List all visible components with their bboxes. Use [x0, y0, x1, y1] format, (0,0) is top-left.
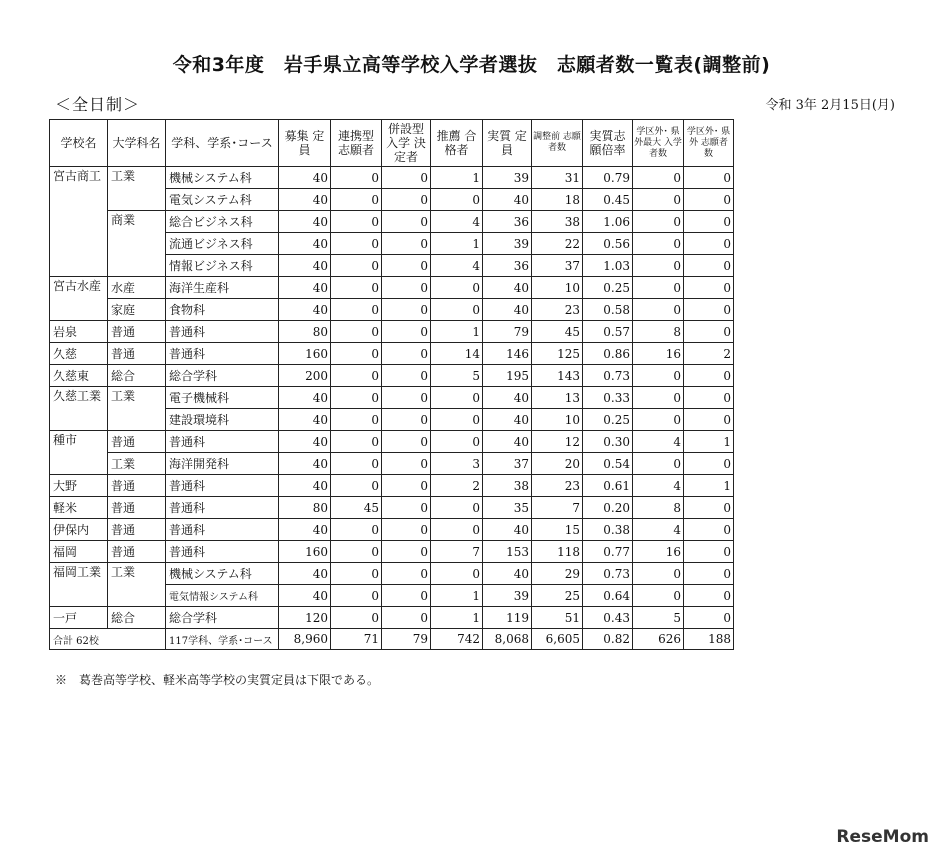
- cooperative-cell: 0: [331, 387, 382, 409]
- outside-applicants-cell: 0: [684, 519, 734, 541]
- total-cooperative: 71: [331, 629, 382, 650]
- school-cell: 久慈: [50, 343, 108, 365]
- table-row: [50, 321, 734, 343]
- combined-cell: 0: [382, 497, 431, 519]
- total-max-outside: 626: [633, 629, 684, 650]
- school-cell: 岩泉: [50, 321, 108, 343]
- quota-cell: 40: [279, 277, 331, 299]
- ratio-cell: 0.30: [583, 431, 633, 453]
- outside-applicants-cell: 0: [684, 607, 734, 629]
- recommended-cell: 0: [431, 189, 483, 211]
- actual-cell: 40: [483, 299, 532, 321]
- combined-cell: 0: [382, 299, 431, 321]
- applicants-cell: 31: [532, 167, 583, 189]
- recommended-cell: 1: [431, 233, 483, 255]
- school-cell: 久慈工業: [50, 387, 108, 431]
- outside-applicants-cell: 1: [684, 431, 734, 453]
- applicants-cell: 51: [532, 607, 583, 629]
- page-title: 令和3年度 岩手県立高等学校入学者選抜 志願者数一覧表(調整前): [172, 54, 771, 76]
- total-recommended: 742: [431, 629, 483, 650]
- max-outside-cell: 0: [633, 211, 684, 233]
- max-outside-cell: 0: [633, 233, 684, 255]
- actual-cell: 40: [483, 409, 532, 431]
- actual-cell: 39: [483, 167, 532, 189]
- ratio-cell: 0.43: [583, 607, 633, 629]
- table-row: [50, 431, 734, 453]
- combined-cell: 0: [382, 585, 431, 607]
- header-cooperative: 連携型 志願者: [331, 120, 382, 167]
- combined-cell: 0: [382, 277, 431, 299]
- course-cell: 普通科: [166, 431, 279, 453]
- recommended-cell: 3: [431, 453, 483, 475]
- combined-cell: 0: [382, 255, 431, 277]
- table-row: [50, 607, 734, 629]
- applicants-cell: 118: [532, 541, 583, 563]
- actual-cell: 79: [483, 321, 532, 343]
- course-cell: 情報ビジネス科: [166, 255, 279, 277]
- recommended-cell: 2: [431, 475, 483, 497]
- applicants-cell: 23: [532, 475, 583, 497]
- course-cell: 普通科: [166, 519, 279, 541]
- quota-cell: 40: [279, 233, 331, 255]
- header-applicants: 調整前 志願者数: [532, 120, 583, 167]
- ratio-cell: 0.54: [583, 453, 633, 475]
- recommended-cell: 0: [431, 563, 483, 585]
- ratio-cell: 0.73: [583, 365, 633, 387]
- outside-applicants-cell: 0: [684, 167, 734, 189]
- applicants-cell: 37: [532, 255, 583, 277]
- max-outside-cell: 0: [633, 585, 684, 607]
- table-row: [50, 365, 734, 387]
- applicants-cell: 10: [532, 277, 583, 299]
- applicants-cell: 38: [532, 211, 583, 233]
- ratio-cell: 0.25: [583, 277, 633, 299]
- recommended-cell: 4: [431, 211, 483, 233]
- course-cell: 建設環境科: [166, 409, 279, 431]
- header-row: [50, 120, 734, 167]
- quota-cell: 40: [279, 475, 331, 497]
- course-cell: 普通科: [166, 497, 279, 519]
- major-cell: 普通: [108, 343, 166, 365]
- header-major: 大学科名: [108, 120, 166, 167]
- quota-cell: 120: [279, 607, 331, 629]
- total-label: 合計 62校: [50, 629, 166, 650]
- combined-cell: 0: [382, 365, 431, 387]
- table-row: [50, 475, 734, 497]
- total-quota: 8,960: [279, 629, 331, 650]
- ratio-cell: 0.45: [583, 189, 633, 211]
- header-school: 学校名: [50, 120, 108, 167]
- outside-applicants-cell: 0: [684, 541, 734, 563]
- cooperative-cell: 0: [331, 233, 382, 255]
- cooperative-cell: 0: [331, 409, 382, 431]
- course-cell: 機械システム科: [166, 563, 279, 585]
- quota-cell: 40: [279, 211, 331, 233]
- max-outside-cell: 4: [633, 475, 684, 497]
- combined-cell: 0: [382, 167, 431, 189]
- ratio-cell: 0.20: [583, 497, 633, 519]
- applicants-cell: 125: [532, 343, 583, 365]
- cooperative-cell: 0: [331, 299, 382, 321]
- applicants-cell: 18: [532, 189, 583, 211]
- cooperative-cell: 0: [331, 211, 382, 233]
- max-outside-cell: 0: [633, 189, 684, 211]
- total-outside-applicants: 188: [684, 629, 734, 650]
- total-actual: 8,068: [483, 629, 532, 650]
- max-outside-cell: 0: [633, 277, 684, 299]
- table-row: [50, 343, 734, 365]
- actual-cell: 153: [483, 541, 532, 563]
- combined-cell: 0: [382, 475, 431, 497]
- cooperative-cell: 0: [331, 431, 382, 453]
- outside-applicants-cell: 0: [684, 321, 734, 343]
- course-cell: 海洋生産科: [166, 277, 279, 299]
- course-cell: 普通科: [166, 343, 279, 365]
- ratio-cell: 0.77: [583, 541, 633, 563]
- quota-cell: 40: [279, 519, 331, 541]
- course-cell: 総合学科: [166, 365, 279, 387]
- outside-applicants-cell: 0: [684, 387, 734, 409]
- applicants-cell: 20: [532, 453, 583, 475]
- course-cell: 流通ビジネス科: [166, 233, 279, 255]
- actual-cell: 38: [483, 475, 532, 497]
- outside-applicants-cell: 0: [684, 189, 734, 211]
- recommended-cell: 0: [431, 299, 483, 321]
- total-row: [50, 629, 734, 650]
- combined-cell: 0: [382, 343, 431, 365]
- major-cell: 総合: [108, 365, 166, 387]
- table-row: [50, 299, 734, 321]
- recommended-cell: 7: [431, 541, 483, 563]
- ratio-cell: 0.25: [583, 409, 633, 431]
- course-cell: 普通科: [166, 321, 279, 343]
- recommended-cell: 0: [431, 497, 483, 519]
- quota-cell: 160: [279, 541, 331, 563]
- recommended-cell: 1: [431, 607, 483, 629]
- max-outside-cell: 0: [633, 409, 684, 431]
- school-cell: 伊保内: [50, 519, 108, 541]
- ratio-cell: 0.73: [583, 563, 633, 585]
- quota-cell: 40: [279, 453, 331, 475]
- school-cell: 宮古水産: [50, 277, 108, 321]
- total-ratio: 0.82: [583, 629, 633, 650]
- recommended-cell: 0: [431, 387, 483, 409]
- school-cell: 福岡: [50, 541, 108, 563]
- ratio-cell: 0.38: [583, 519, 633, 541]
- actual-cell: 40: [483, 189, 532, 211]
- actual-cell: 36: [483, 255, 532, 277]
- ratio-cell: 1.03: [583, 255, 633, 277]
- major-cell: 水産: [108, 277, 166, 299]
- combined-cell: 0: [382, 541, 431, 563]
- max-outside-cell: 8: [633, 497, 684, 519]
- applicants-cell: 10: [532, 409, 583, 431]
- max-outside-cell: 0: [633, 453, 684, 475]
- max-outside-cell: 8: [633, 321, 684, 343]
- course-cell: 海洋開発科: [166, 453, 279, 475]
- course-cell: 電気システム科: [166, 189, 279, 211]
- applicants-cell: 23: [532, 299, 583, 321]
- actual-cell: 36: [483, 211, 532, 233]
- combined-cell: 0: [382, 409, 431, 431]
- school-cell: 福岡工業: [50, 563, 108, 607]
- applicants-cell: 13: [532, 387, 583, 409]
- course-cell: 総合ビジネス科: [166, 211, 279, 233]
- table-row: [50, 211, 734, 233]
- ratio-cell: 1.06: [583, 211, 633, 233]
- cooperative-cell: 0: [331, 453, 382, 475]
- course-cell: 電気情報システム科: [166, 585, 279, 607]
- header-ratio: 実質志 願倍率: [583, 120, 633, 167]
- cooperative-cell: 45: [331, 497, 382, 519]
- table-row: [50, 541, 734, 563]
- course-cell: 機械システム科: [166, 167, 279, 189]
- cooperative-cell: 0: [331, 277, 382, 299]
- actual-cell: 39: [483, 233, 532, 255]
- actual-cell: 40: [483, 563, 532, 585]
- header-actual: 実質 定員: [483, 120, 532, 167]
- quota-cell: 40: [279, 255, 331, 277]
- quota-cell: 40: [279, 409, 331, 431]
- actual-cell: 35: [483, 497, 532, 519]
- recommended-cell: 1: [431, 167, 483, 189]
- quota-cell: 40: [279, 431, 331, 453]
- outside-applicants-cell: 0: [684, 453, 734, 475]
- recommended-cell: 4: [431, 255, 483, 277]
- school-cell: 宮古商工: [50, 167, 108, 277]
- quota-cell: 80: [279, 497, 331, 519]
- school-cell: 大野: [50, 475, 108, 497]
- applicants-cell: 29: [532, 563, 583, 585]
- footnote: ※ 葛巻高等学校、軽米高等学校の実質定員は下限である。: [55, 673, 380, 687]
- quota-cell: 160: [279, 343, 331, 365]
- applicants-cell: 45: [532, 321, 583, 343]
- cooperative-cell: 0: [331, 541, 382, 563]
- quota-cell: 80: [279, 321, 331, 343]
- actual-cell: 195: [483, 365, 532, 387]
- outside-applicants-cell: 2: [684, 343, 734, 365]
- resemom-logo: ReseMom: [836, 827, 929, 847]
- header-quota: 募集 定員: [279, 120, 331, 167]
- header-recommended: 推薦 合格者: [431, 120, 483, 167]
- applicants-table: [49, 119, 734, 650]
- cooperative-cell: 0: [331, 189, 382, 211]
- combined-cell: 0: [382, 387, 431, 409]
- max-outside-cell: 4: [633, 519, 684, 541]
- actual-cell: 40: [483, 431, 532, 453]
- quota-cell: 40: [279, 387, 331, 409]
- actual-cell: 40: [483, 277, 532, 299]
- major-cell: 普通: [108, 497, 166, 519]
- major-cell: 普通: [108, 321, 166, 343]
- outside-applicants-cell: 0: [684, 277, 734, 299]
- recommended-cell: 5: [431, 365, 483, 387]
- actual-cell: 37: [483, 453, 532, 475]
- outside-applicants-cell: 0: [684, 409, 734, 431]
- combined-cell: 0: [382, 211, 431, 233]
- cooperative-cell: 0: [331, 321, 382, 343]
- major-cell: 商業: [108, 211, 166, 277]
- actual-cell: 40: [483, 387, 532, 409]
- recommended-cell: 1: [431, 321, 483, 343]
- date: 令和 3年 2月15日(月): [765, 98, 895, 113]
- header-max-outside: 学区外･ 県外最大 入学者数: [633, 120, 684, 167]
- max-outside-cell: 0: [633, 255, 684, 277]
- recommended-cell: 0: [431, 277, 483, 299]
- major-cell: 家庭: [108, 299, 166, 321]
- major-cell: 工業: [108, 387, 166, 431]
- quota-cell: 200: [279, 365, 331, 387]
- actual-cell: 146: [483, 343, 532, 365]
- major-cell: 工業: [108, 453, 166, 475]
- max-outside-cell: 5: [633, 607, 684, 629]
- cooperative-cell: 0: [331, 585, 382, 607]
- ratio-cell: 0.33: [583, 387, 633, 409]
- outside-applicants-cell: 0: [684, 233, 734, 255]
- table-row: [50, 453, 734, 475]
- combined-cell: 0: [382, 607, 431, 629]
- major-cell: 工業: [108, 563, 166, 607]
- outside-applicants-cell: 0: [684, 585, 734, 607]
- ratio-cell: 0.86: [583, 343, 633, 365]
- recommended-cell: 0: [431, 519, 483, 541]
- max-outside-cell: 0: [633, 365, 684, 387]
- combined-cell: 0: [382, 453, 431, 475]
- major-cell: 普通: [108, 475, 166, 497]
- table-row: [50, 167, 734, 189]
- combined-cell: 0: [382, 189, 431, 211]
- table-row: [50, 563, 734, 585]
- total-course: 117学科、学系･コース: [166, 629, 279, 650]
- recommended-cell: 0: [431, 431, 483, 453]
- course-cell: 普通科: [166, 475, 279, 497]
- outside-applicants-cell: 0: [684, 365, 734, 387]
- applicants-cell: 15: [532, 519, 583, 541]
- cooperative-cell: 0: [331, 343, 382, 365]
- outside-applicants-cell: 0: [684, 497, 734, 519]
- outside-applicants-cell: 1: [684, 475, 734, 497]
- course-cell: 電子機械科: [166, 387, 279, 409]
- course-cell: 普通科: [166, 541, 279, 563]
- ratio-cell: 0.58: [583, 299, 633, 321]
- header-combined: 併設型 入学 決定者: [382, 120, 431, 167]
- cooperative-cell: 0: [331, 519, 382, 541]
- outside-applicants-cell: 0: [684, 299, 734, 321]
- major-cell: 普通: [108, 431, 166, 453]
- applicants-cell: 7: [532, 497, 583, 519]
- quota-cell: 40: [279, 299, 331, 321]
- max-outside-cell: 16: [633, 541, 684, 563]
- cooperative-cell: 0: [331, 167, 382, 189]
- ratio-cell: 0.64: [583, 585, 633, 607]
- cooperative-cell: 0: [331, 365, 382, 387]
- outside-applicants-cell: 0: [684, 211, 734, 233]
- subtitle: ＜全日制＞: [55, 95, 141, 114]
- header-outside-applicants: 学区外･ 県外 志願者数: [684, 120, 734, 167]
- table-row: [50, 497, 734, 519]
- outside-applicants-cell: 0: [684, 563, 734, 585]
- quota-cell: 40: [279, 189, 331, 211]
- total-applicants: 6,605: [532, 629, 583, 650]
- table-row: [50, 277, 734, 299]
- quota-cell: 40: [279, 563, 331, 585]
- school-cell: 久慈東: [50, 365, 108, 387]
- total-combined: 79: [382, 629, 431, 650]
- table-row: [50, 519, 734, 541]
- cooperative-cell: 0: [331, 607, 382, 629]
- ratio-cell: 0.56: [583, 233, 633, 255]
- max-outside-cell: 4: [633, 431, 684, 453]
- max-outside-cell: 0: [633, 167, 684, 189]
- ratio-cell: 0.61: [583, 475, 633, 497]
- school-cell: 軽米: [50, 497, 108, 519]
- course-cell: 食物科: [166, 299, 279, 321]
- applicants-cell: 25: [532, 585, 583, 607]
- actual-cell: 40: [483, 519, 532, 541]
- recommended-cell: 1: [431, 585, 483, 607]
- school-cell: 一戸: [50, 607, 108, 629]
- max-outside-cell: 16: [633, 343, 684, 365]
- actual-cell: 39: [483, 585, 532, 607]
- major-cell: 普通: [108, 541, 166, 563]
- header-course: 学科、学系･コース: [166, 120, 279, 167]
- combined-cell: 0: [382, 233, 431, 255]
- combined-cell: 0: [382, 563, 431, 585]
- school-cell: 種市: [50, 431, 108, 475]
- major-cell: 工業: [108, 167, 166, 211]
- combined-cell: 0: [382, 519, 431, 541]
- outside-applicants-cell: 0: [684, 255, 734, 277]
- max-outside-cell: 0: [633, 299, 684, 321]
- cooperative-cell: 0: [331, 475, 382, 497]
- max-outside-cell: 0: [633, 563, 684, 585]
- cooperative-cell: 0: [331, 255, 382, 277]
- course-cell: 総合学科: [166, 607, 279, 629]
- combined-cell: 0: [382, 321, 431, 343]
- applicants-cell: 22: [532, 233, 583, 255]
- max-outside-cell: 0: [633, 387, 684, 409]
- quota-cell: 40: [279, 167, 331, 189]
- ratio-cell: 0.57: [583, 321, 633, 343]
- applicants-cell: 143: [532, 365, 583, 387]
- ratio-cell: 0.79: [583, 167, 633, 189]
- quota-cell: 40: [279, 585, 331, 607]
- recommended-cell: 14: [431, 343, 483, 365]
- actual-cell: 119: [483, 607, 532, 629]
- applicants-cell: 12: [532, 431, 583, 453]
- major-cell: 総合: [108, 607, 166, 629]
- table-row: [50, 387, 734, 409]
- combined-cell: 0: [382, 431, 431, 453]
- major-cell: 普通: [108, 519, 166, 541]
- cooperative-cell: 0: [331, 563, 382, 585]
- recommended-cell: 0: [431, 409, 483, 431]
